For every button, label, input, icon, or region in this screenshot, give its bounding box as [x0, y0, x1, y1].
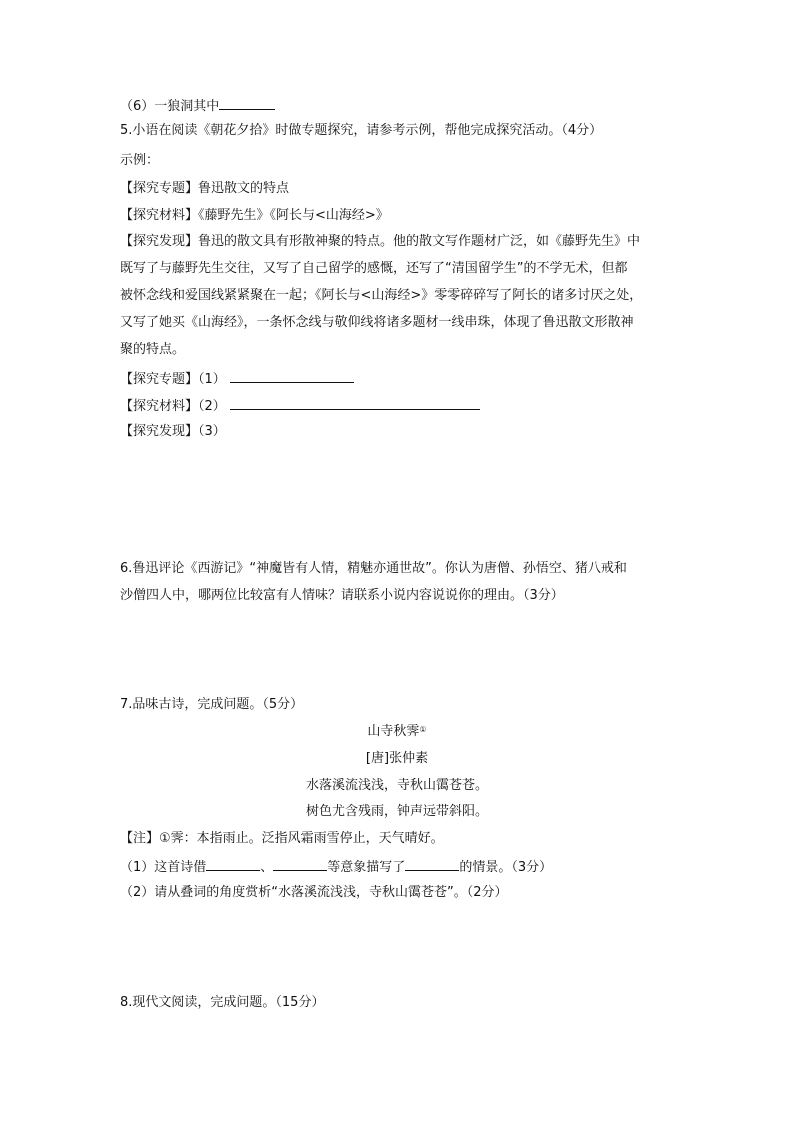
- answer-blank[interactable]: [206, 857, 260, 871]
- q5-example-material: 【探究材料】《藤野先生》《阿长与<山海经>》: [120, 208, 389, 223]
- q5-finding-line: 被怀念线和爱国线紧紧聚在一起；《阿长与<山海经>》零零碎碎写了阿长的诸多讨厌之处，: [120, 288, 643, 303]
- q7-sub1-part: 的情景。（3分）: [459, 860, 553, 875]
- q5-finding-line: 又写了她买《山海经》，一条怀念线与敬仰线将诸多题材一线串珠，体现了鲁迅散文形散神: [120, 315, 634, 330]
- q6-line: 6.鲁迅评论《西游记》“神魔皆有人情，精魅亦通世故”。你认为唐僧、孙悟空、猪八戒和: [120, 561, 627, 576]
- answer-blank[interactable]: [273, 857, 327, 871]
- q5-example-label: 示例：: [120, 153, 160, 168]
- q4-item-6: [120, 96, 275, 116]
- q7-sub2: （2）请从叠词的角度赏析“水落溪流浅浅，寺秋山霭苍苍”。（2分）: [120, 885, 508, 900]
- q8-stem: 8.现代文阅读，完成问题。（15分）: [120, 995, 325, 1010]
- q5-answer-finding: 【探究发现】（3）: [120, 424, 226, 439]
- q7-sub1-part: 、: [260, 860, 274, 875]
- poem-author: [唐]张仲素: [365, 751, 429, 766]
- q7-sub1-part: 等意象描写了: [327, 860, 406, 875]
- q5-answer-topic: [120, 369, 354, 389]
- poem-title: [0, 723, 794, 741]
- answer-blank[interactable]: [230, 396, 480, 410]
- q7-sub1-part: （1）这首诗借: [120, 860, 207, 875]
- answer-blank[interactable]: [219, 96, 275, 110]
- poem-verse: 水落溪流浅浅，寺秋山霭苍苍。: [305, 778, 488, 793]
- q5-stem: 5.小语在阅读《朝花夕拾》时做专题探究，请参考示例，帮他完成探究活动。（4分）: [120, 123, 603, 138]
- q7-stem: 7.品味古诗，完成问题。（5分）: [120, 697, 304, 712]
- q6-line: 沙僧四人中，哪两位比较富有人情味？请联系小说内容说说你的理由。（3分）: [120, 588, 564, 603]
- poem-title-text: 山寺秋霁: [367, 724, 420, 739]
- q5-answer-material-label: 【探究材料】（2）: [120, 399, 226, 414]
- poem-title-footnote-mark: ①: [419, 725, 427, 734]
- q5-finding-line: 既写了与藤野先生交往，又写了自己留学的感慨，还写了“清国留学生”的不学无术，但都: [120, 261, 628, 276]
- q5-finding-line: 聚的特点。: [120, 342, 186, 357]
- q4-item-6-text: （6）一狼洞其中: [120, 99, 220, 114]
- q7-sub1: [120, 857, 552, 877]
- q5-finding-line: 【探究发现】鲁迅的散文具有形散神聚的特点。他的散文写作题材广泛，如《藤野先生》中: [120, 234, 641, 249]
- poem-note: 【注】①霁：本指雨止。泛指风霜雨雪停止，天气晴好。: [120, 831, 444, 846]
- q5-example-topic: 【探究专题】鲁迅散文的特点: [120, 181, 290, 196]
- answer-blank[interactable]: [405, 857, 459, 871]
- answer-blank[interactable]: [230, 369, 354, 383]
- q5-answer-topic-label: 【探究专题】（1）: [120, 372, 226, 387]
- q5-answer-material: [120, 396, 480, 416]
- poem-verse: 树色尤含残雨，钟声远带斜阳。: [305, 804, 488, 819]
